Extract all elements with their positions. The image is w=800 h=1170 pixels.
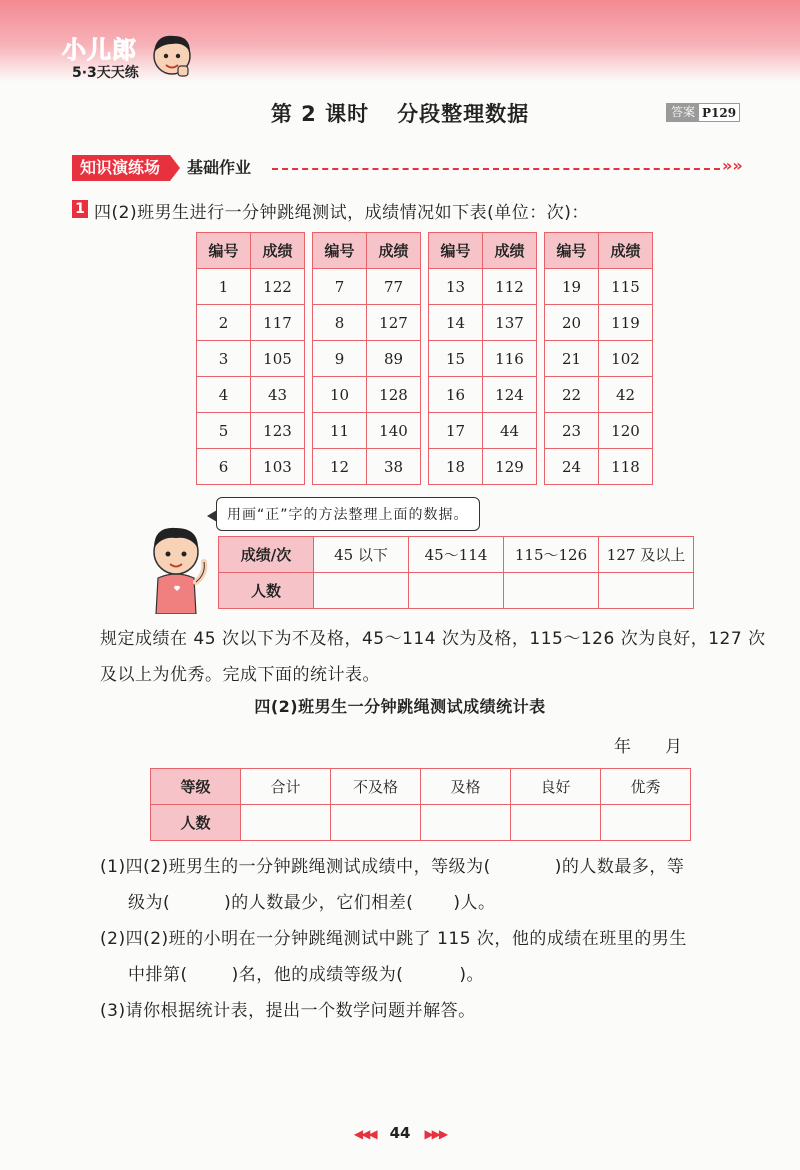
table-row	[197, 305, 653, 341]
table-row	[197, 377, 653, 413]
year-label: 年	[614, 737, 631, 757]
score-table	[196, 232, 653, 485]
section-header	[72, 155, 742, 181]
score-cell: 77	[367, 269, 421, 305]
count-input-cell[interactable]	[421, 805, 511, 841]
tally-table	[218, 536, 694, 609]
header-cell: 成绩	[367, 233, 421, 269]
month-label: 月	[665, 737, 682, 757]
header-cell: 编号	[197, 233, 251, 269]
score-cell: 102	[599, 341, 653, 377]
id-cell: 16	[429, 377, 483, 413]
column-header: 合计	[241, 769, 331, 805]
id-cell: 2	[197, 305, 251, 341]
question-text: 四(2)班男生进行一分钟跳绳测试，成绩情况如下表(单位：次)：	[94, 203, 589, 223]
range-cell: 115～126	[504, 537, 599, 573]
range-cell: 45～114	[409, 537, 504, 573]
row-label: 人数	[151, 805, 241, 841]
score-cell: 44	[483, 413, 537, 449]
column-header: 良好	[511, 769, 601, 805]
column-header: 优秀	[601, 769, 691, 805]
sub-question-2-line2: 中排第( )名，他的成绩等级为( )。	[128, 965, 485, 985]
rule-text-line1: 规定成绩在 45 次以下为不及格，45～114 次为及格，115～126 次为良好，127 次	[100, 629, 766, 649]
score-cell: 89	[367, 341, 421, 377]
answer-reference	[666, 103, 740, 122]
rule-text-line2: 及以上为优秀。完成下面的统计表。	[100, 665, 380, 685]
score-cell: 122	[251, 269, 305, 305]
id-cell: 4	[197, 377, 251, 413]
id-cell: 22	[545, 377, 599, 413]
header-cell: 编号	[545, 233, 599, 269]
page-footer	[0, 1124, 800, 1142]
stat-table	[150, 768, 691, 841]
score-cell: 128	[367, 377, 421, 413]
stat-table-title: 四(2)班男生一分钟跳绳测试成绩统计表	[254, 697, 546, 716]
id-cell: 17	[429, 413, 483, 449]
sub-question-2-line1: (2)四(2)班的小明在一分钟跳绳测试中跳了 115 次，他的成绩在班里的男生	[100, 929, 687, 949]
score-cell: 140	[367, 413, 421, 449]
score-cell: 117	[251, 305, 305, 341]
count-input-cell[interactable]	[241, 805, 331, 841]
answer-badge: 答案	[667, 104, 699, 121]
tally-input-cell[interactable]	[314, 573, 409, 609]
score-cell: 43	[251, 377, 305, 413]
date-line	[614, 732, 682, 757]
header-cell: 成绩	[251, 233, 305, 269]
score-cell: 118	[599, 449, 653, 485]
table-row	[219, 573, 694, 609]
sub-question-1-line1: (1)四(2)班男生的一分钟跳绳测试成绩中，等级为( )的人数最多，等	[100, 857, 685, 877]
id-cell: 9	[313, 341, 367, 377]
section-tag: 知识演练场	[72, 155, 170, 181]
page-number: 44	[389, 1124, 411, 1142]
table-row	[197, 341, 653, 377]
id-cell: 12	[313, 449, 367, 485]
id-cell: 18	[429, 449, 483, 485]
table-row	[197, 233, 653, 269]
score-cell: 103	[251, 449, 305, 485]
lesson-title: 分段整理数据	[397, 102, 530, 126]
table-row	[197, 269, 653, 305]
sub-question-3: (3)请你根据统计表，提出一个数学问题并解答。	[100, 1001, 476, 1021]
count-input-cell[interactable]	[511, 805, 601, 841]
id-cell: 24	[545, 449, 599, 485]
column-header: 不及格	[331, 769, 421, 805]
table-row	[197, 413, 653, 449]
id-cell: 1	[197, 269, 251, 305]
question-number: 1	[72, 200, 88, 218]
mascot-icon	[148, 28, 196, 80]
id-cell: 23	[545, 413, 599, 449]
boy-illustration-icon	[138, 518, 214, 614]
table-row	[151, 805, 691, 841]
column-header: 及格	[421, 769, 511, 805]
logo-title: 小儿郎	[62, 36, 137, 64]
id-cell: 14	[429, 305, 483, 341]
answer-page: P129	[702, 105, 737, 120]
logo-subtitle: 5·3天天练	[72, 65, 139, 81]
row-label: 等级	[151, 769, 241, 805]
header-cell: 编号	[313, 233, 367, 269]
id-cell: 6	[197, 449, 251, 485]
score-cell: 120	[599, 413, 653, 449]
score-cell: 42	[599, 377, 653, 413]
id-cell: 20	[545, 305, 599, 341]
lesson-number: 第 2 课时	[270, 102, 370, 126]
score-cell: 119	[599, 305, 653, 341]
table-row	[197, 449, 653, 485]
double-chevron-icon: »»	[722, 156, 743, 175]
tally-input-cell[interactable]	[504, 573, 599, 609]
score-cell: 112	[483, 269, 537, 305]
tally-input-cell[interactable]	[409, 573, 504, 609]
id-cell: 21	[545, 341, 599, 377]
header-cell: 编号	[429, 233, 483, 269]
score-cell: 115	[599, 269, 653, 305]
right-arrows-icon: ▶▶▶	[424, 1127, 447, 1141]
score-cell: 124	[483, 377, 537, 413]
score-cell: 105	[251, 341, 305, 377]
section-subtitle: 基础作业	[187, 158, 252, 177]
score-cell: 116	[483, 341, 537, 377]
score-cell: 38	[367, 449, 421, 485]
range-cell: 127 及以上	[599, 537, 694, 573]
id-cell: 7	[313, 269, 367, 305]
tally-input-cell[interactable]	[599, 573, 694, 609]
id-cell: 15	[429, 341, 483, 377]
header-cell: 成绩	[599, 233, 653, 269]
id-cell: 13	[429, 269, 483, 305]
id-cell: 3	[197, 341, 251, 377]
table-row	[151, 769, 691, 805]
left-arrows-icon: ◀◀◀	[353, 1127, 376, 1141]
sub-question-1-line2: 级为( )的人数最少，它们相差( )人。	[128, 893, 496, 913]
score-cell: 127	[367, 305, 421, 341]
table-row	[219, 537, 694, 573]
section-divider	[272, 168, 720, 170]
id-cell: 8	[313, 305, 367, 341]
id-cell: 19	[545, 269, 599, 305]
id-cell: 5	[197, 413, 251, 449]
count-input-cell[interactable]	[331, 805, 421, 841]
count-input-cell[interactable]	[601, 805, 691, 841]
header-cell: 成绩	[483, 233, 537, 269]
score-cell: 123	[251, 413, 305, 449]
range-cell: 45 以下	[314, 537, 409, 573]
id-cell: 11	[313, 413, 367, 449]
id-cell: 10	[313, 377, 367, 413]
score-cell: 129	[483, 449, 537, 485]
score-cell: 137	[483, 305, 537, 341]
row-label: 人数	[219, 573, 314, 609]
row-label: 成绩/次	[219, 537, 314, 573]
speech-bubble: 用画“正”字的方法整理上面的数据。	[216, 497, 480, 531]
